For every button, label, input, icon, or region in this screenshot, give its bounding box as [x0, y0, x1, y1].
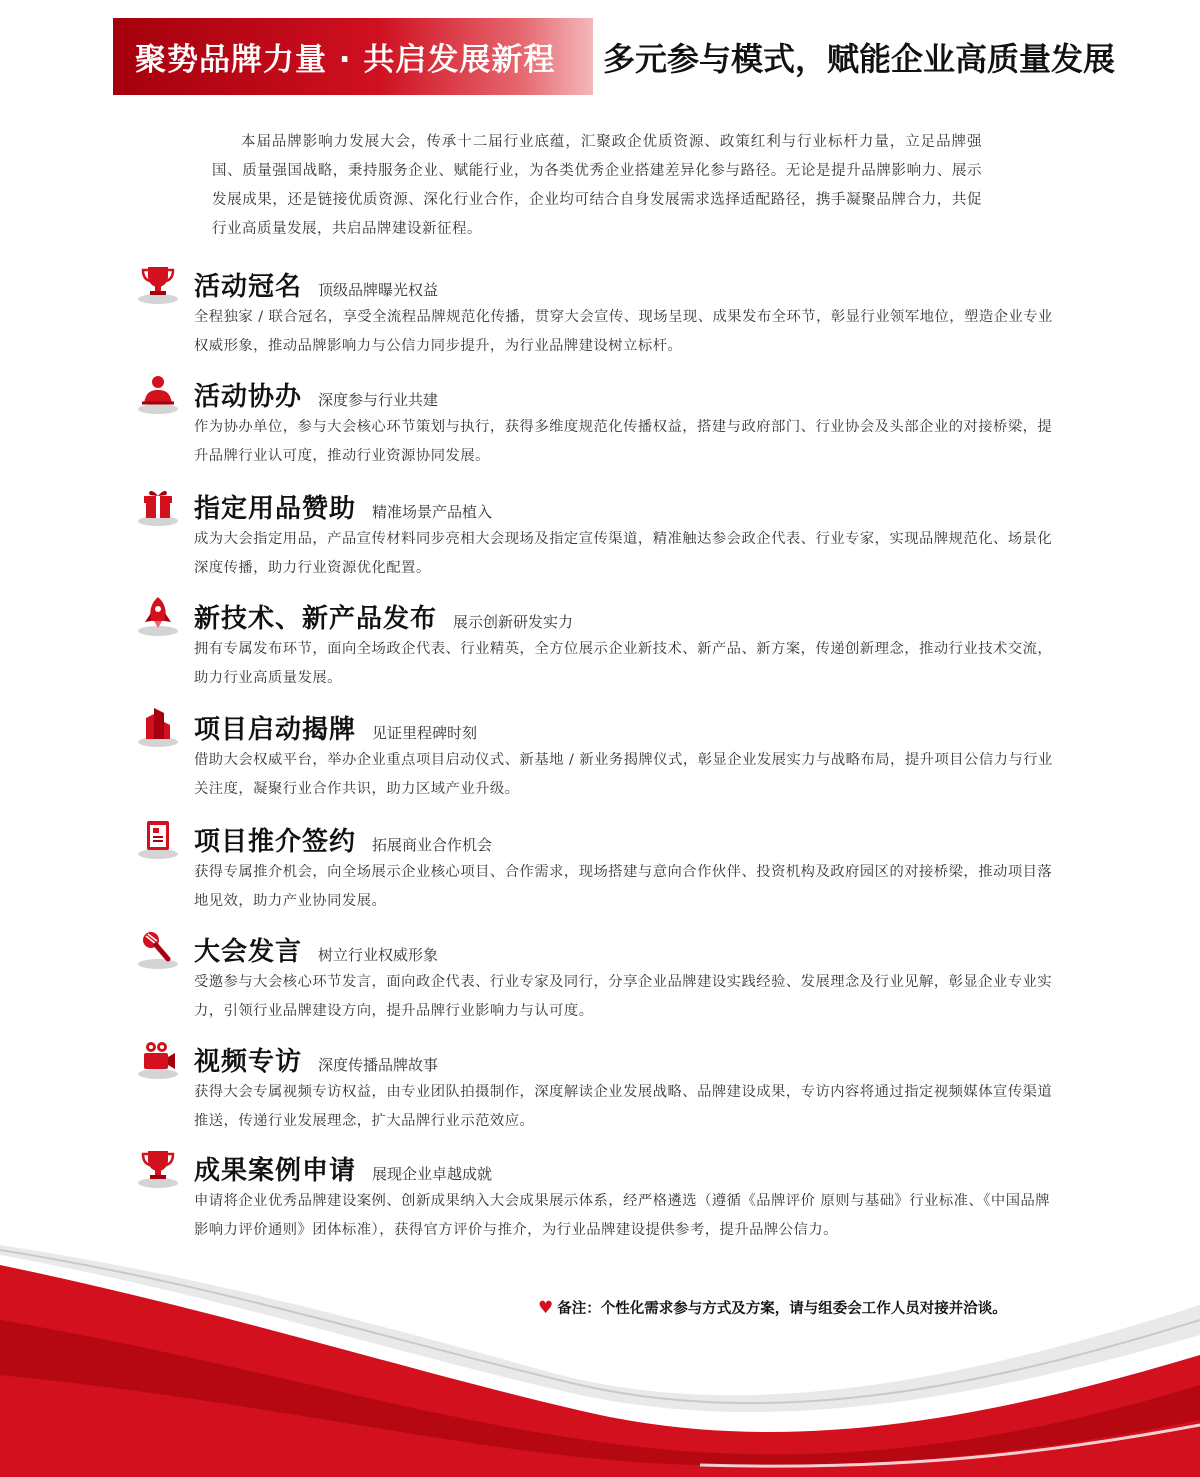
item-description: 全程独家 / 联合冠名，享受全流程品牌规范化传播，贯穿大会宣传、现场呈现、成果发布全环节，彰显行业领军地位，塑造企业专业权威形象，推动品牌影响力与公信力同步提升，为行业品牌建设树立标杆。 — [194, 309, 1053, 354]
intro-paragraph: 本届品牌影响力发展大会，传承十二届行业底蕴，汇聚政企优质资源、政策红利与行业标杆力量，立足品牌强国、质量强国战略，秉持服务企业、赋能行业，为各类优秀企业搭建差异化参与路径。无论是提升品牌影响力、展示发展成果，还是链接优质资源、深化行业合作，企业均可结合自身发展需求选择适配路径，携手凝聚品牌合力，共促行业高质量发展，共启品牌建设新征程。 — [212, 134, 982, 237]
item-subtitle: 见证里程碑时刻 — [372, 724, 478, 742]
item-description: 获得专属推介机会，向全场展示企业核心项目、合作需求，现场搭建与意向合作伙伴、投资机构及政府园区的对接桥梁，推动项目落地见效，助力产业协同发展。 — [194, 864, 1053, 909]
item-description: 申请将企业优秀品牌建设案例、创新成果纳入大会成果展示体系，经严格遴选（遵循《品牌评价 原则与基础》行业标准、《中国品牌影响力评价通则》团体标准），获得官方评价与推介，为行业品牌建设提供参考，提升品牌公信力。 — [194, 1193, 1051, 1238]
microphone-icon — [136, 928, 182, 970]
item-title: 项目推介签约 — [194, 827, 357, 857]
handshake-person-icon — [136, 373, 182, 415]
item-title: 项目启动揭牌 — [194, 715, 357, 745]
item-subtitle: 展现企业卓越成就 — [372, 1165, 493, 1183]
building-icon — [136, 706, 182, 748]
trophy-icon — [136, 263, 182, 305]
gift-icon — [136, 485, 182, 527]
footnote-text: 备注：个性化需求参与方式及方案，请与组委会工作人员对接并洽谈。 — [557, 1301, 1007, 1317]
trophy-icon — [136, 1147, 182, 1189]
header — [113, 18, 1116, 95]
item-title: 指定用品赞助 — [194, 494, 357, 524]
video-camera-icon — [136, 1038, 182, 1080]
document-icon — [136, 818, 182, 860]
item-description: 成为大会指定用品，产品宣传材料同步亮相大会现场及指定宣传渠道，精准触达参会政企代表、行业专家，实现品牌规范化、场景化深度传播，助力行业资源优化配置。 — [194, 531, 1053, 576]
decorative-red-waves — [0, 1225, 1200, 1477]
item-subtitle: 深度传播品牌故事 — [318, 1056, 439, 1074]
header-red-banner — [113, 18, 593, 95]
item-subtitle: 深度参与行业共建 — [318, 391, 439, 409]
item-subtitle: 顶级品牌曝光权益 — [318, 281, 439, 299]
heart-icon: ♥ — [538, 1297, 554, 1318]
rocket-icon — [136, 595, 182, 637]
item-description: 拥有专属发布环节，面向全场政企代表、行业精英，全方位展示企业新技术、新产品、新方案，传递创新理念，推动行业技术交流，助力行业高质量发展。 — [194, 641, 1053, 686]
item-subtitle: 精准场景产品植入 — [372, 503, 493, 521]
item-title: 新技术、新产品发布 — [194, 604, 438, 634]
item-title: 活动协办 — [194, 382, 303, 412]
item-subtitle: 拓展商业合作机会 — [372, 836, 493, 854]
item-description: 获得大会专属视频专访权益，由专业团队拍摄制作，深度解读企业发展战略、品牌建设成果，专访内容将通过指定视频媒体宣传渠道推送，传递行业发展理念，扩大品牌行业示范效应。 — [194, 1084, 1053, 1129]
item-subtitle: 树立行业权威形象 — [318, 946, 439, 964]
item-title: 成果案例申请 — [194, 1156, 357, 1186]
item-description: 作为协办单位，参与大会核心环节策划与执行，获得多维度规范化传播权益，搭建与政府部门、行业协会及头部企业的对接桥梁，提升品牌行业认可度，推动行业资源协同发展。 — [194, 419, 1053, 464]
item-title: 视频专访 — [194, 1047, 303, 1077]
banner-red-text: 聚势品牌力量 · 共启发展新程 — [135, 42, 556, 78]
item-description: 借助大会权威平台，举办企业重点项目启动仪式、新基地 / 新业务揭牌仪式，彰显企业发展实力与战略布局，提升项目公信力与行业关注度，凝聚行业合作共识，助力区域产业升级。 — [194, 752, 1053, 797]
item-subtitle: 展示创新研发实力 — [453, 613, 574, 631]
item-title: 大会发言 — [194, 937, 303, 967]
item-description: 受邀参与大会核心环节发言，面向政企代表、行业专家及同行，分享企业品牌建设实践经验、发展理念及行业见解，彰显企业专业实力，引领行业品牌建设方向，提升品牌行业影响力与认可度。 — [194, 974, 1053, 1019]
item-title: 活动冠名 — [194, 272, 303, 302]
footnote — [538, 1297, 1007, 1318]
header-headline: 多元参与模式，赋能企业高质量发展 — [603, 39, 1116, 78]
